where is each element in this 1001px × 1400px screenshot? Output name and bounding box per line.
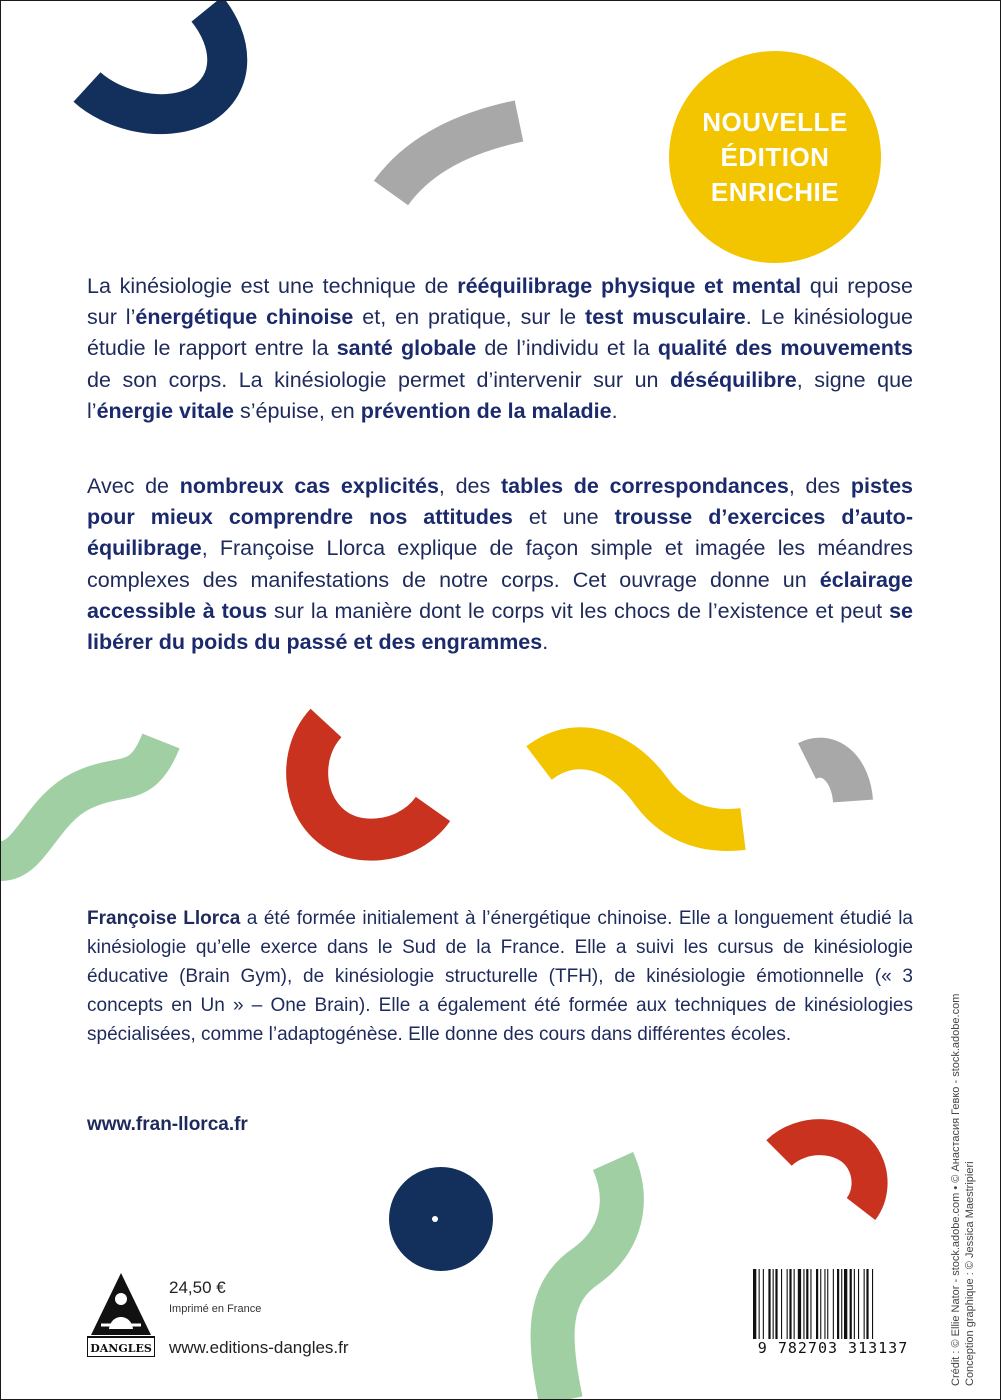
red-hook-stroke: [779, 1137, 870, 1209]
green-wave-stroke-bottom: [553, 1161, 622, 1400]
dangles-logo: [87, 1271, 155, 1357]
navy-dot: [389, 1167, 493, 1271]
red-arc-stroke: [307, 723, 433, 840]
description-paragraph-1: La kinésiologie est une technique de rééquilibrage physique et mental qui repose sur l’énergétique chinoise et, en pratique, sur le test musculaire. Le kinésiologue étudie le rapport entre la santé globale de l’individu et la qualité des mouvements de son corps. La kinésiologie permet d’intervenir sur un déséquilibre, signe que l’énergie vitale s’épuise, en prévention de la maladie.: [87, 274, 913, 423]
price: 24,50 €: [169, 1278, 226, 1297]
yellow-wave-stroke: [539, 748, 743, 830]
publisher-website-link[interactable]: www.editions-dangles.fr: [169, 1338, 349, 1357]
gray-arc-stroke-right: [807, 758, 853, 801]
printed-in: Imprimé en France: [169, 1303, 262, 1315]
new-edition-badge: [669, 51, 881, 263]
author-bio: Françoise Llorca a été formée initialement à l’énergétique chinoise. Elle a longuement étudié la kinésiologie qu’elle exerce dans le Sud de la France. Elle a suivi les cursus de kinésiologie éducative (Brain Gym), de kinésiologie structurelle (TFH), de kinésiologie émotionnelle (« 3 concepts en Un » – One Brain). Elle a également été formée aux techniques de kinésiologies spécialisées, comme l’adaptogénèse. Elle donne des cours dans différentes écoles.: [87, 908, 913, 1045]
photo-credits: [949, 846, 977, 1386]
green-wave-stroke-left: [1, 741, 161, 861]
badge-text: NOUVELLE ÉDITION ENRICHIE: [702, 106, 848, 207]
credits-line-2: Conception graphique : © Jessica Maestripieri: [964, 1161, 976, 1386]
gray-arc-stroke-top: [391, 121, 519, 193]
barcode-bars: [751, 1269, 917, 1339]
author-website-link[interactable]: www.fran-llorca.fr: [87, 1114, 248, 1135]
logo-label: DANGLES: [90, 1342, 152, 1355]
credits-line-1: Crédit : © Ellie Nator - stock.adobe.com • © Анастасия Гевко - stock.adobe.com: [950, 993, 962, 1386]
navy-hook-stroke: [87, 9, 227, 114]
description-paragraph-2: Avec de nombreux cas explicités, des tables de correspondances, des pistes pour mieux comprendre nos attitudes et une trousse d’exercices d’auto-équilibrage, Françoise Llorca explique de façon simple et imagée les méandres complexes des manifestations de notre corps. Cet ouvrage donne un éclairage accessible à tous sur la manière dont le corps vit les chocs de l’existence et peut se libérer du poids du passé et des engrammes.: [87, 474, 914, 655]
isbn-number: 9 782703 313137: [757, 1339, 909, 1357]
